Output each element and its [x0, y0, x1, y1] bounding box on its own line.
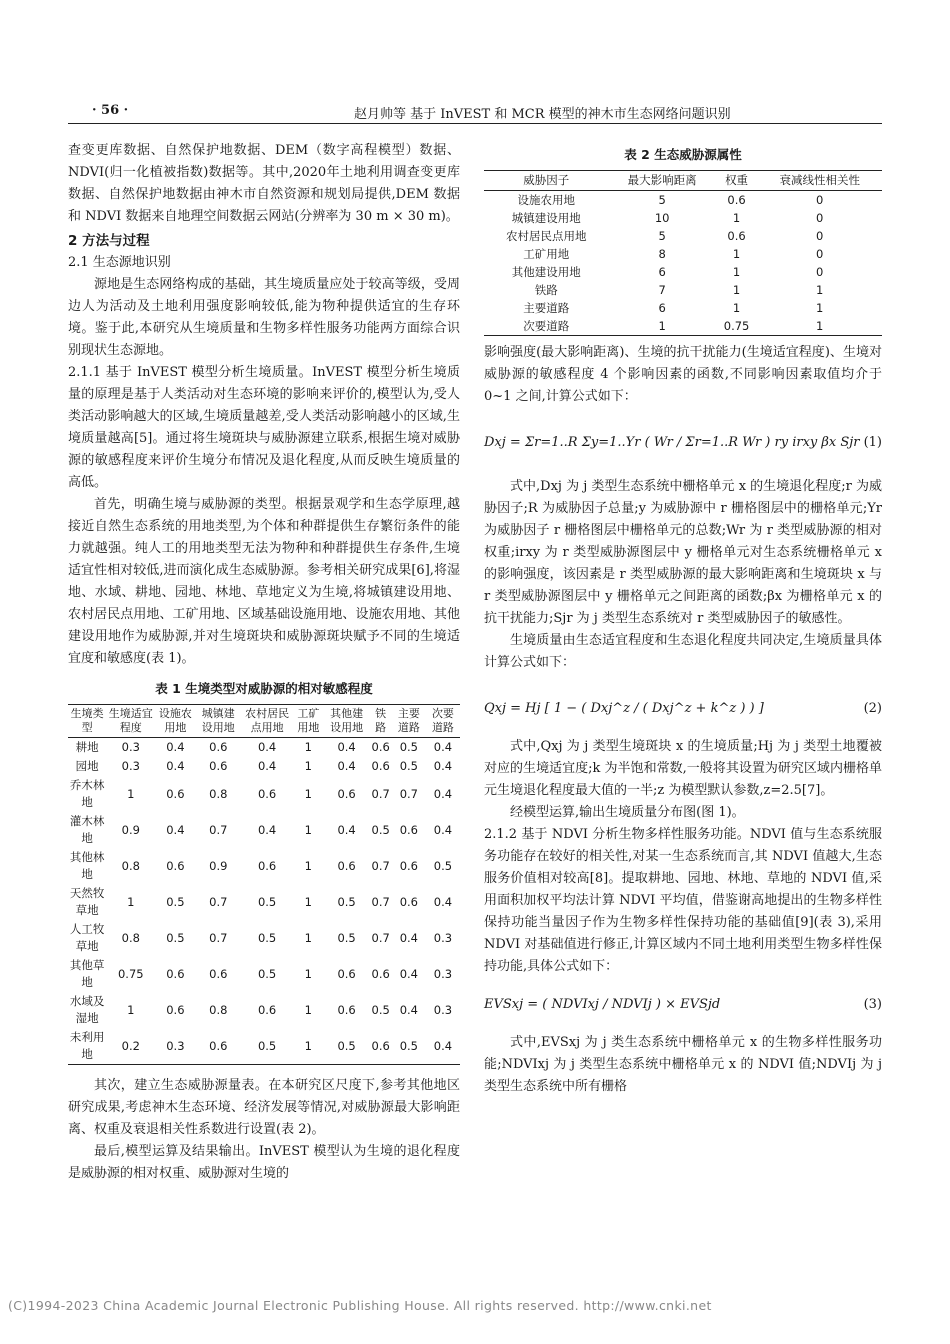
table1-cell: 0.9	[121, 822, 140, 837]
formula-1-number: (1)	[863, 435, 882, 450]
table1-cell: 0.3	[155, 1028, 195, 1065]
table1-cell: 0.4	[337, 759, 356, 773]
table2-cell: 1	[732, 265, 741, 279]
table2-cell: 0.75	[716, 317, 758, 336]
table2-row	[484, 191, 882, 210]
table1-cell: 0.3	[433, 930, 453, 945]
table2-column-header: 威胁因子	[484, 171, 609, 191]
table1-cell: 0.7	[209, 894, 228, 909]
table2-row	[484, 317, 882, 336]
table1-row	[68, 757, 460, 776]
table1-cell: 0.2	[106, 1028, 155, 1065]
table2-cell: 铁路	[534, 283, 558, 297]
formula-3-expression: EVSxj = ( NDVIxj / NDVIj ) × EVSjd	[484, 997, 721, 1012]
table1-cell: 0.5	[257, 930, 277, 945]
table1-cell: 0.7	[371, 894, 390, 909]
table1-cell: 0.5	[371, 1002, 390, 1017]
table2-cell: 1	[816, 283, 824, 297]
table1-row	[68, 992, 460, 1028]
table1-cell: 0.7	[371, 930, 390, 945]
table1-cell: 0.4	[257, 759, 277, 773]
table1-cell: 其他草地	[69, 958, 105, 989]
table1-cell: 0.6	[370, 1028, 392, 1065]
table1-column-header: 生境适宜程度	[106, 705, 155, 738]
table2-cell: 0.6	[727, 193, 746, 207]
table2-cell: 1	[732, 283, 741, 297]
table1-cell: 0.6	[209, 759, 228, 773]
table2-row	[484, 281, 882, 299]
table2-column-header: 权重	[716, 171, 758, 191]
formula-2	[484, 680, 882, 728]
table2-cell: 7	[658, 283, 666, 297]
section-2-title: 2 方法与过程	[68, 233, 150, 249]
formula-1-explanation: 式中,Dxj 为 j 类型生态系统中栅格单元 x 的生境退化程度;r 为威胁因子;R 为威胁因子总量;y 为威胁源中 r 栅格图层中的栅格单元;Yr 为威胁因子 r 栅格图层中栅格单元的总数;Wr 为 r 类型威胁源的相对权重;irxy 为 r 类型威胁源图层中 y 栅格单元对生态系统栅格单元 x 的影响强度，该因素是 r 类型威胁源的最大影响距离和生境斑块 x 与 r 类型威胁源图层中 y 栅格单元之间距离的函数;βx 为栅格单元 x 的抗干扰能力;Sjr 为 j 类型生态系统对 r 类型威胁因子的敏感性。	[484, 479, 882, 626]
table1-cell: 0.5	[337, 930, 356, 945]
table1-cell: 0.5	[399, 759, 418, 773]
table1-cell: 0.6	[399, 858, 418, 873]
table1-cell: 0.75	[117, 966, 144, 981]
table2-cell: 0	[816, 211, 824, 225]
table1-cell: 0.4	[257, 822, 277, 837]
formula-2-explanation: 式中,Qxj 为 j 类型生境斑块 x 的生境质量;Hj 为 j 类型土地覆被对应的生境适宜度;k 为半饱和常数,一般将其设置为研究区域内栅格单元生境退化程度最大值的一半;z 为模型默认参数,z=2.5[7]。	[484, 739, 882, 798]
table1-cell: 0.5	[241, 1028, 293, 1065]
table1-cell: 0.5	[257, 894, 277, 909]
table2	[484, 170, 882, 336]
table2-column-header: 最大影响距离	[609, 171, 716, 191]
formula-1-expression: Dxj = Σr=1..R Σy=1..Yr ( Wr / Σr=1..R Wr ) ry irxy βx Sjr	[484, 435, 860, 450]
table1-cell: 0.7	[209, 930, 228, 945]
table1-cell: 0.6	[399, 894, 418, 909]
table1-row	[68, 884, 460, 920]
table1-cell: 0.6	[371, 740, 390, 754]
table2-cell: 其他建设用地	[511, 265, 581, 279]
table1-cell: 1	[304, 822, 312, 837]
table1-cell: 0.4	[426, 1028, 460, 1065]
table2-row	[484, 263, 882, 281]
table1-cell: 人工牧草地	[69, 922, 105, 953]
quality-paragraph: 生境质量由生态适宜程度和生态退化程度共同决定,生境质量具体计算公式如下：	[484, 633, 882, 670]
table1-cell: 0.7	[399, 786, 418, 801]
first-step-paragraph: 首先，明确生境与威胁源的类型。根据景观学和生态学原理,越接近自然生态系统的用地类型,为个体和种群提供生存繁衍条件的能力就越强。纯人工的用地类型无法为物种和种群提供生存条件,生境适宜性相对较低,进而演化成生态威胁源。参考相关研究成果[6],将湿地、水域、耕地、园地、林地、草地定义为生境,将城镇建设用地、农村居民点用地、工矿用地、区域基础设施用地、设施农用地、其他建设用地作为威胁源,并对生境斑块和威胁源斑块赋予不同的生境适宜度和敏感度(表 1)。	[68, 497, 460, 666]
section-2-1-2-paragraph: 2.1.2 基于 NDVI 分析生物多样性服务功能。NDVI 值与生态系统服务功能存在较好的相关性,对某一生态系统而言,其 NDVI 值越大,生态服务价值相对较高[8]。提取耕地、园地、林地、草地的 NDVI 值,采用面积加权平均法计算 NDVI 平均值，借鉴谢高地提出的生物多样性保持功能当量因子作为生物多样性保持功能的基础值[9](表 3),采用 NDVI 对基础值进行修正,计算区域内不同土地利用类型生物多样性保持功能,具体公式如下：	[484, 827, 882, 974]
table2-cell: 设施农用地	[517, 193, 576, 207]
table1-cell: 1	[304, 966, 312, 981]
table2-cell: 5	[658, 193, 666, 207]
table1-cell: 1	[304, 894, 312, 909]
table1-column-header: 次要道路	[426, 705, 460, 738]
table2-cell: 6	[658, 301, 666, 315]
table1-cell: 0.5	[166, 894, 185, 909]
table1-cell: 0.6	[337, 858, 356, 873]
table1-cell: 其他林地	[69, 850, 105, 881]
table1-cell: 1	[304, 858, 312, 873]
table1-cell: 1	[127, 1002, 135, 1017]
table1-cell: 0.6	[337, 966, 356, 981]
table1-cell: 0.6	[257, 858, 277, 873]
table2-cell: 1	[732, 301, 741, 315]
table1-row	[68, 920, 460, 956]
table1-cell: 0.5	[392, 1028, 426, 1065]
table1-cell: 0.4	[399, 930, 418, 945]
table1-cell: 园地	[75, 759, 99, 773]
table2-cell: 0	[816, 247, 824, 261]
table1-cell: 0.6	[166, 966, 185, 981]
table1-row	[68, 776, 460, 812]
table2-cell: 主要道路	[523, 301, 570, 315]
formula-2-number: (2)	[863, 701, 882, 716]
table1-cell: 0.5	[371, 822, 390, 837]
table2-cell: 0	[816, 193, 824, 207]
table1-cell: 0.4	[337, 822, 356, 837]
table1-caption: 表 1 生境类型对威胁源的相对敏感程度	[155, 681, 373, 696]
source-paragraph: 源地是生态网络构成的基础，其生境质量应处于较高等级，受周边人为活动及土地利用强度影响较低,能为物种提供适宜的生存环境。鉴于此,本研究从生境质量和生物多样性服务功能两方面综合识别现状生态源地。	[68, 277, 460, 358]
table1-column-header: 设施农用地	[155, 705, 195, 738]
table2-row	[484, 245, 882, 263]
table1-cell: 0.4	[166, 740, 185, 754]
table2-cell: 5	[658, 229, 666, 243]
table1-cell: 水域及湿地	[69, 994, 105, 1025]
table1-column-header: 农村居民点用地	[241, 705, 293, 738]
right-column	[484, 140, 882, 1098]
table1-column-header: 城镇建设用地	[195, 705, 241, 738]
table1-cell: 0.6	[166, 858, 185, 873]
table2-cell: 次要道路	[484, 317, 609, 336]
table1-cell: 0.4	[433, 822, 453, 837]
formula-3	[484, 984, 882, 1024]
table2-row	[484, 299, 882, 317]
page-number: · 56 ·	[92, 103, 129, 118]
table1	[68, 704, 460, 1065]
table1-cell: 0.6	[209, 966, 228, 981]
table2-column-header: 衰减线性相关性	[757, 171, 882, 191]
table2-cell: 6	[658, 265, 666, 279]
table1-cell: 0.6	[337, 786, 356, 801]
formula-2-expression: Qxj = Hj [ 1 − ( Dxj^z / ( Dxj^z + k^z ) ) ]	[484, 701, 764, 716]
table1-cell: 0.6	[166, 786, 185, 801]
table2-cell: 8	[658, 247, 666, 261]
table1-cell: 0.4	[433, 740, 453, 754]
table1-cell: 0.8	[121, 858, 140, 873]
table1-cell: 0.7	[371, 858, 390, 873]
table2-cell: 1	[609, 317, 716, 336]
table2-row	[484, 227, 882, 245]
table1-cell: 0.5	[257, 966, 277, 981]
table1-cell: 0.6	[371, 759, 390, 773]
table1-cell: 0.6	[337, 1002, 356, 1017]
table1-cell: 0.3	[433, 966, 453, 981]
table2-cell: 10	[654, 211, 670, 225]
table1-cell: 未利用地	[68, 1028, 106, 1065]
table1-cell: 1	[304, 930, 312, 945]
table1-cell: 天然牧草地	[69, 886, 105, 917]
second-step-paragraph: 其次，建立生态威胁源量表。在本研究区尺度下,参考其他地区研究成果,考虑神木生态环境、经济发展等情况,对威胁源最大影响距离、权重及衰退相关性系数进行设置(表 2)。	[68, 1078, 460, 1137]
table1-cell: 0.3	[121, 759, 140, 773]
table1-cell: 0.4	[166, 759, 185, 773]
table1-cell: 0.4	[433, 759, 453, 773]
section-2-1-1-paragraph: 2.1.1 基于 InVEST 模型分析生境质量。InVEST 模型分析生境质量的原理是基于人类活动对生态环境的影响来评价的,模型认为,受人类活动影响越大的区域,生境质量越差,受人类活动影响越小的区域,生境质量越高[5]。通过将生境斑块与威胁源建立联系,根据生境对威胁源的敏感程度来评价生境分布情况及退化程度,从而反映生境质量的高低。	[68, 365, 460, 490]
table1-column-header: 其他建设用地	[324, 705, 370, 738]
table1-column-header: 工矿用地	[293, 705, 324, 738]
copyright-footer: (C)1994-2023 China Academic Journal Electronic Publishing House. All rights reserved. http://www.cnki.net	[8, 1298, 712, 1313]
table1-cell: 1	[127, 786, 135, 801]
table1-cell: 0.4	[399, 966, 418, 981]
table1-cell: 0.9	[209, 858, 228, 873]
table1-cell: 0.5	[337, 894, 356, 909]
table1-cell: 0.8	[121, 930, 140, 945]
figure1-reference: 经模型运算,输出生境质量分布图(图 1)。	[510, 805, 745, 820]
table2-cell: 1	[732, 211, 741, 225]
table1-column-header: 生境类型	[68, 705, 106, 738]
table2-cell: 城镇建设用地	[511, 211, 581, 225]
table2-cell: 农村居民点用地	[506, 229, 587, 243]
table1-cell: 0.4	[433, 786, 453, 801]
table2-cell: 1	[757, 317, 882, 336]
table1-column-header: 铁路	[370, 705, 392, 738]
left-column	[68, 140, 460, 1185]
table1-cell: 1	[304, 1002, 312, 1017]
table1-cell: 0.6	[166, 1002, 185, 1017]
continuation-paragraph: 影响强度(最大影响距离)、生境的抗干扰能力(生境适宜程度)、生境对威胁源的敏感程度 4 个影响因素的函数,不同影响因素取值均介于 0~1 之间,计算公式如下：	[484, 345, 882, 404]
section-2-1-title: 2.1 生态源地识别	[68, 255, 171, 270]
table1-cell: 1	[304, 786, 312, 801]
table1-cell: 0.6	[209, 740, 228, 754]
table1-cell: 0.8	[209, 1002, 228, 1017]
table1-row	[68, 812, 460, 848]
table1-cell: 乔木林地	[69, 778, 105, 809]
table1-cell: 0.4	[399, 1002, 418, 1017]
table1-row	[68, 848, 460, 884]
table2-cell: 1	[816, 301, 824, 315]
table1-cell: 0.6	[195, 1028, 241, 1065]
table1-cell: 0.5	[324, 1028, 370, 1065]
table1-cell: 0.6	[399, 822, 418, 837]
table1-cell: 灌木林地	[69, 814, 105, 845]
table1-cell: 0.6	[371, 966, 390, 981]
final-step-paragraph: 最后,模型运算及结果输出。InVEST 模型认为生境的退化程度是威胁源的相对权重、威胁源对生境的	[68, 1144, 460, 1181]
table1-cell: 0.6	[257, 1002, 277, 1017]
table1-column-header: 主要道路	[392, 705, 426, 738]
table2-caption: 表 2 生态威胁源属性	[624, 147, 742, 162]
table1-cell: 1	[304, 759, 312, 773]
page-header	[68, 100, 882, 124]
table1-cell: 0.4	[257, 740, 277, 754]
table2-cell: 0.6	[727, 229, 746, 243]
table1-cell: 0.6	[257, 786, 277, 801]
table1-cell: 0.4	[166, 822, 185, 837]
formula-3-number: (3)	[863, 997, 882, 1012]
table2-row	[484, 209, 882, 227]
table2-cell: 1	[732, 247, 741, 261]
table1-row	[68, 738, 460, 758]
table1-cell: 0.5	[166, 930, 185, 945]
table1-row	[68, 956, 460, 992]
table1-row	[68, 1028, 460, 1065]
table2-cell: 0	[816, 229, 824, 243]
running-title: 赵月帅等 基于 InVEST 和 MCR 模型的神木市生态网络问题识别	[354, 107, 731, 122]
table1-cell: 0.3	[433, 1002, 453, 1017]
table2-cell: 工矿用地	[523, 247, 570, 261]
table1-cell: 1	[127, 894, 135, 909]
table2-cell: 0	[816, 265, 824, 279]
table1-cell: 0.3	[121, 740, 140, 754]
table1-cell: 0.7	[209, 822, 228, 837]
formula-3-explanation: 式中,EVSxj 为 j 类生态系统中栅格单元 x 的生物多样性服务功能;NDVIxj 为 j 类型生态系统中栅格单元 x 的 NDVI 值;NDVIj 为 j 类型生态系统中所有栅格	[484, 1035, 882, 1094]
table1-cell: 0.4	[433, 894, 453, 909]
table1-cell: 0.7	[371, 786, 390, 801]
table1-cell: 耕地	[75, 740, 99, 754]
formula-1	[484, 414, 882, 468]
table1-cell: 0.5	[433, 858, 453, 873]
table1-cell: 0.5	[399, 740, 418, 754]
table1-cell: 0.4	[337, 740, 356, 754]
table1-cell: 1	[304, 740, 312, 754]
table1-cell: 1	[293, 1028, 324, 1065]
intro-paragraph: 查变更库数据、自然保护地数据、DEM（数字高程模型）数据、NDVI(归一化植被指数)数据等。其中,2020年土地利用调查变更库数据、自然保护地数据由神木市自然资源和规划局提供,DEM 数据和 NDVI 数据来自地理空间数据云网站(分辨率为 30 m × 30 m)。	[68, 143, 460, 224]
table1-cell: 0.8	[209, 786, 228, 801]
